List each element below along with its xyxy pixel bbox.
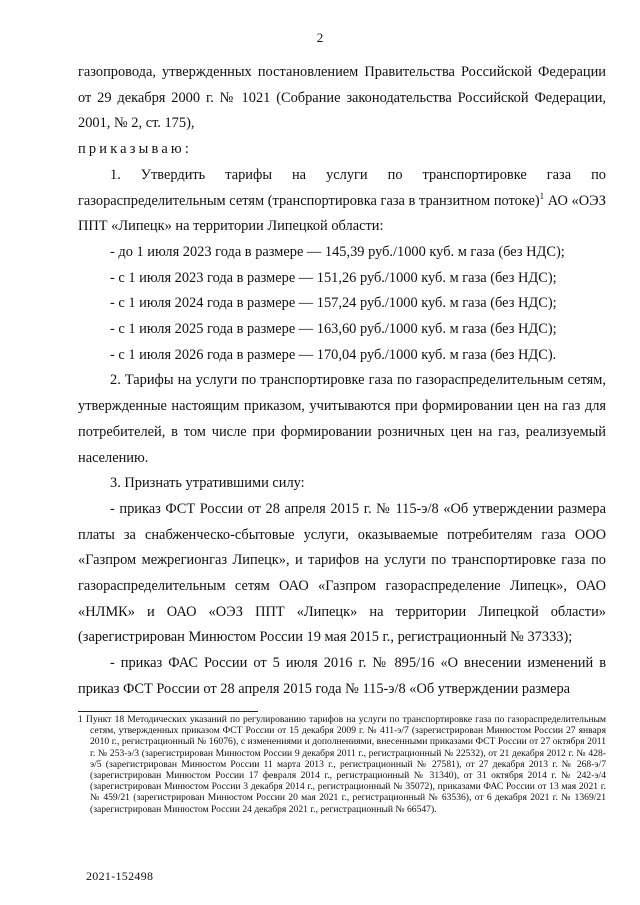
item-3-heading: 3. Признать утратившими силу: [110,475,305,492]
item-1 [78,163,606,240]
tariff-line: - с 1 июля 2023 года в размере — 151,26 руб./1000 куб. м газа (без НДС); [110,269,557,286]
footnote-ref: 1 [539,190,545,201]
footnote-separator [78,711,258,712]
footnote [78,714,606,815]
item-1-text-cont: АО «ОЭЗ ППТ «Липецк» на территории Липецкой области: [78,192,606,235]
tariff-line: - с 1 июля 2026 года в размере — 170,04 руб./1000 куб. м газа (без НДС). [110,346,557,363]
item-1-text: 1. Утвердить тарифы на услуги по транспортировке газа по газораспределительным сетям (транспортировка газа в транзитном потоке) [78,166,606,209]
tariff-line: - с 1 июля 2024 года в размере — 157,24 руб./1000 куб. м газа (без НДС); [110,295,557,312]
page-number: 2 [316,30,324,45]
intro-paragraph: газопровода, утвержденных постановлением Правительства Российской Федерации от 29 декабря 2000 г. № 1021 (Собрание законодательства Российской Федерации, 2001, № 2, ст. 175), [78,64,606,132]
tariff-line: - с 1 июля 2025 года в размере — 163,60 руб./1000 куб. м газа (без НДС); [110,321,557,338]
repealed-entry: - приказ ФАС России от 5 июля 2016 г. № 895/16 «О внесении изменений в приказ ФСТ России от 28 апреля 2015 года № 115-э/8 «Об утверждении размера [78,655,606,697]
order-word: приказываю: [78,141,193,158]
footnote-text: 1 Пункт 18 Методических указаний по регулированию тарифов на услуги по транспортировке газа по газораспределительным сетям, утвержденных приказом ФСТ России от 15 декабря 2009 г. № 411-э/7 (зарегистрирован Минюстом России 27 января 2010 г., регистрационный № 16076), с изменениями и дополнениями, внесенными приказами ФСТ России от 27 октября 2011 г. № 253-э/3 (зарегистрирован Минюстом России 9 декабря 2011 г., регистрационный № 22532), от 21 декабря 2012 г. № 428-э/5 (зарегистрирован Минюстом России 11 марта 2013 г., регистрационный № 27581), от 27 декабря 2013 г. № 268-э/7 (зарегистрирован Минюстом России 17 февраля 2014 г., регистрационный № 31340), от 31 октября 2014 г. № 242-э/4 (зарегистрирован Минюстом России 3 декабря 2014 г., регистрационный № 35072), приказами ФАС России от 13 мая 2021 г. № 459/21 (зарегистрирован Минюстом России 20 мая 2021 г., регистрационный № 63536), от 6 декабря 2021 г. № 1369/21 (зарегистрирован Минюстом России 24 декабря 2021 г., регистрационный № 66547). [78,714,606,815]
document-body [78,60,606,703]
tariff-line: - до 1 июля 2023 года в размере — 145,39 руб./1000 куб. м газа (без НДС); [110,243,565,260]
repealed-entry: - приказ ФСТ России от 28 апреля 2015 г. № 115-э/8 «Об утверждении размера платы за снабженческо-сбытовые услуги, оказываемые потребителям газа ООО «Газпром межрегионгаз Липецк», и тарифов на услуги по транспортировке газа по газораспределительным сетям ОАО «Газпром газораспределение Липецк», ОАО «НЛМК» и ОАО «ОЭЗ ППТ «Липецк» на территории Липецкой области» (зарегистрирован Минюстом России 19 мая 2015 г., регистрационный № 37333); [78,500,606,646]
document-code: 2021-152498 [86,869,154,883]
item-2: 2. Тарифы на услуги по транспортировке газа по газораспределительным сетям, утвержденные настоящим приказом, учитываются при формировании цен на газ для потребителей, в том числе при формировании розничных цен на газ, реализуемый населению. [78,372,606,466]
